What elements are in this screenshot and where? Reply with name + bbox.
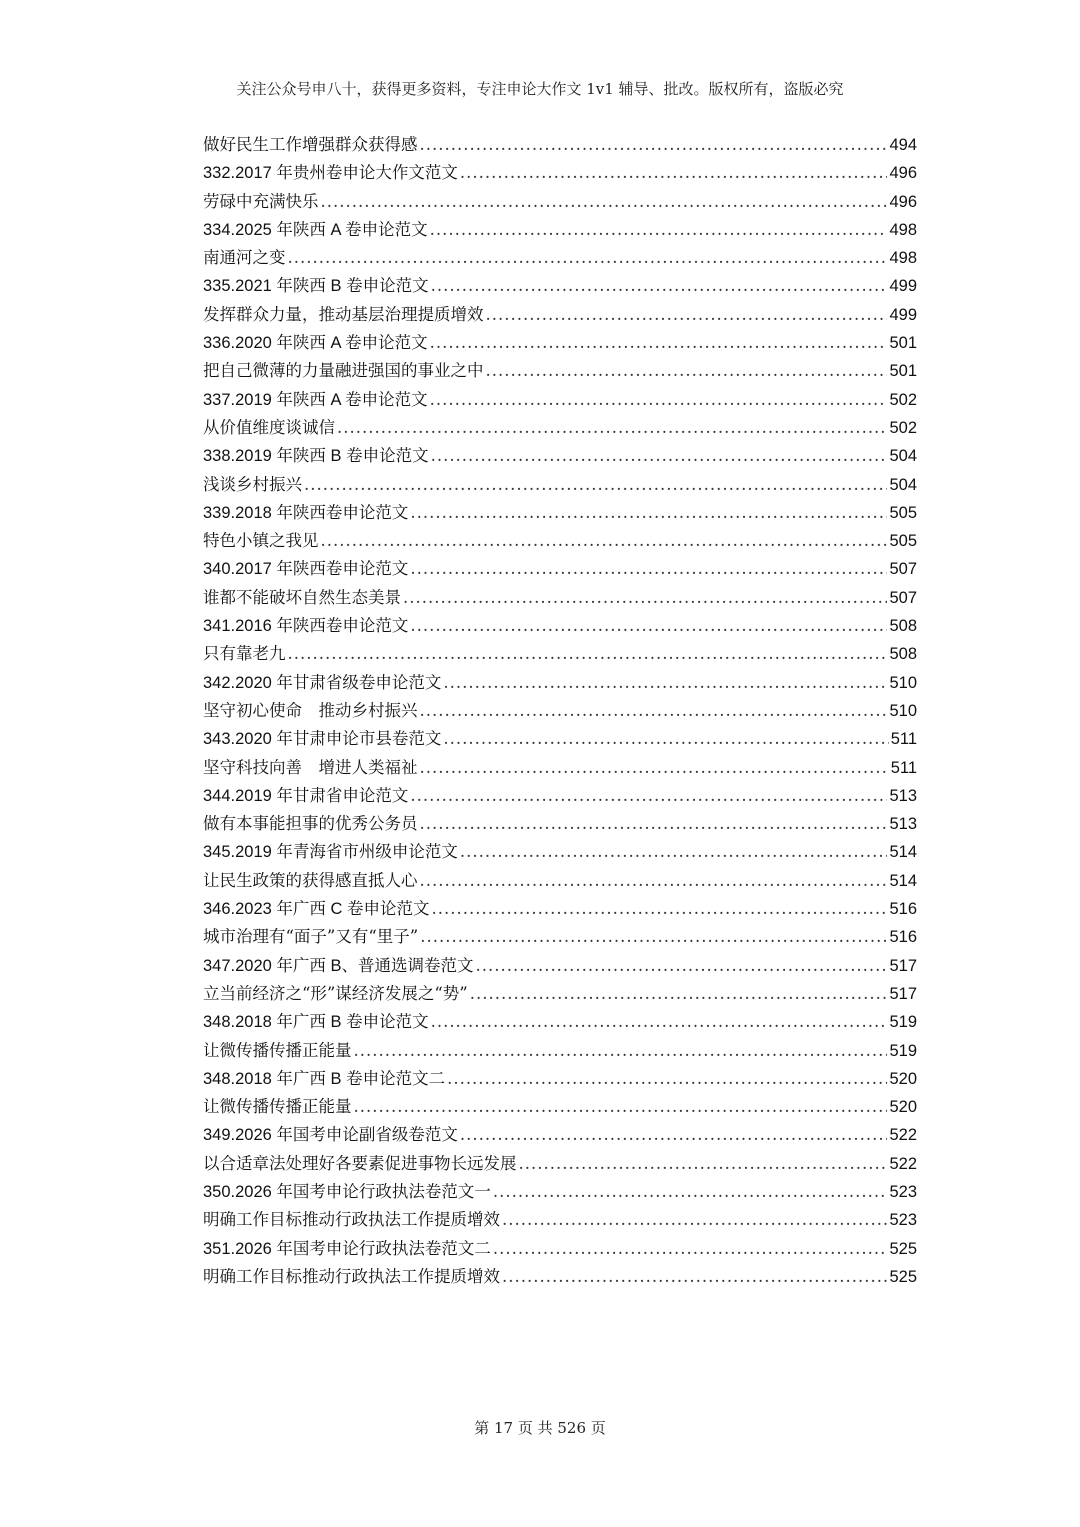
toc-entry-page: 525	[889, 1267, 917, 1286]
toc-entry-page: 514	[889, 871, 917, 890]
toc-entry-title: 特色小镇之我见	[203, 531, 319, 551]
toc-entry[interactable]	[203, 640, 917, 668]
toc-leader-dots	[486, 301, 888, 329]
toc-entry-title: 城市治理有“面子”又有“里子”	[203, 927, 419, 947]
toc-entry-page: 498	[889, 220, 917, 239]
toc-leader-dots	[420, 697, 888, 725]
toc-entry-title: 明确工作目标推动行政执法工作提质增效	[203, 1210, 500, 1230]
toc-entry-page: 508	[889, 645, 917, 664]
toc-entry-page: 499	[889, 305, 917, 324]
toc-leader-dots	[431, 442, 888, 470]
toc-entry-title: 345.2019 年青海省市州级申论范文	[203, 843, 458, 862]
toc-entry-page: 501	[889, 334, 917, 353]
toc-leader-dots	[420, 754, 889, 782]
toc-entry-page: 511	[890, 730, 917, 749]
toc-entry[interactable]	[203, 414, 917, 442]
toc-leader-dots	[470, 980, 888, 1008]
toc-entry[interactable]	[203, 216, 917, 244]
toc-entry[interactable]	[203, 612, 917, 640]
toc-entry[interactable]	[203, 1093, 917, 1121]
toc-entry-page: 499	[889, 277, 917, 296]
toc-entry-title: 让微传播传播正能量	[203, 1097, 352, 1117]
toc-entry-page: 511	[890, 758, 917, 777]
toc-leader-dots	[321, 188, 888, 216]
toc-entry[interactable]	[203, 499, 917, 527]
toc-entry-page: 494	[889, 136, 917, 154]
toc-entry-title: 336.2020 年陕西 A 卷申论范文	[203, 334, 428, 353]
toc-entry[interactable]	[203, 1206, 917, 1234]
toc-entry-title: 让民生政策的获得感直抵人心	[203, 870, 418, 890]
toc-entry-page: 522	[889, 1154, 917, 1173]
toc-entry[interactable]	[203, 442, 917, 470]
toc-entry-title: 349.2026 年国考申论副省级卷范文	[203, 1126, 458, 1145]
toc-entry-page: 504	[889, 447, 917, 466]
toc-entry-page: 520	[889, 1098, 917, 1117]
toc-leader-dots	[420, 810, 888, 838]
toc-entry-title: 341.2016 年陕西卷申论范文	[203, 617, 409, 636]
toc-leader-dots	[430, 216, 888, 244]
toc-leader-dots	[447, 1065, 887, 1093]
toc-entry-title: 发挥群众力量，推动基层治理提质增效	[203, 304, 484, 324]
toc-entry-title: 以合适章法处理好各要素促进事物长远发展	[203, 1153, 517, 1173]
toc-entry-title: 立当前经济之“形”谋经济发展之“势”	[203, 983, 468, 1003]
toc-entry[interactable]	[203, 1150, 917, 1178]
toc-entry-title: 坚守科技向善 增进人类福祉	[203, 757, 418, 777]
toc-entry[interactable]	[203, 329, 917, 357]
toc-entry-page: 514	[889, 843, 917, 862]
toc-entry-title: 344.2019 年甘肃省申论范文	[203, 786, 409, 805]
toc-entry-title: 347.2020 年广西 B、普通选调卷范文	[203, 956, 474, 975]
toc-leader-dots	[337, 414, 887, 442]
toc-entry-page: 522	[889, 1126, 917, 1145]
toc-entry-title: 做有本事能担事的优秀公务员	[203, 814, 418, 834]
toc-entry[interactable]	[203, 1235, 917, 1263]
toc-entry-title: 浅谈乡村振兴	[203, 474, 302, 494]
toc-entry-title: 把自己微薄的力量融进强国的事业之中	[203, 361, 484, 381]
toc-entry-title: 332.2017 年贵州卷申论大作文范文	[203, 164, 458, 183]
toc-entry-title: 348.2018 年广西 B 卷申论范文二	[203, 1069, 446, 1088]
toc-entry-title: 338.2019 年陕西 B 卷申论范文	[203, 447, 429, 466]
toc-entry-page: 523	[889, 1182, 917, 1201]
toc-entry[interactable]	[203, 952, 917, 980]
toc-entry[interactable]	[203, 669, 917, 697]
toc-entry[interactable]	[203, 555, 917, 583]
toc-leader-dots	[519, 1150, 888, 1178]
toc-leader-dots	[443, 669, 887, 697]
toc-leader-dots	[443, 725, 888, 753]
toc-entry-title: 让微传播传播正能量	[203, 1040, 352, 1060]
toc-leader-dots	[410, 499, 887, 527]
toc-entry-title: 339.2018 年陕西卷申论范文	[203, 503, 409, 522]
toc-leader-dots	[420, 867, 888, 895]
toc-entry-title: 只有靠老九	[203, 644, 286, 664]
toc-leader-dots	[493, 1178, 888, 1206]
toc-entry-page: 516	[889, 928, 917, 947]
toc-entry-page: 498	[889, 249, 917, 268]
toc-entry-page: 520	[889, 1069, 917, 1088]
toc-entry[interactable]	[203, 301, 917, 329]
toc-entry-title: 340.2017 年陕西卷申论范文	[203, 560, 409, 579]
toc-entry[interactable]	[203, 1037, 917, 1065]
toc-leader-dots	[476, 952, 888, 980]
toc-entry-page: 525	[889, 1239, 917, 1258]
toc-entry-title: 335.2021 年陕西 B 卷申论范文	[203, 277, 429, 296]
toc-entry[interactable]	[203, 923, 917, 951]
table-of-contents	[203, 131, 917, 1291]
toc-entry-page: 502	[889, 418, 917, 437]
toc-entry-title: 351.2026 年国考申论行政执法卷范文二	[203, 1239, 491, 1258]
toc-leader-dots	[288, 640, 888, 668]
toc-entry-page: 502	[889, 390, 917, 409]
toc-entry[interactable]	[203, 1008, 917, 1036]
page-footer: 第 17 页 共 526 页	[474, 1419, 606, 1437]
toc-entry[interactable]	[203, 782, 917, 810]
toc-entry-title: 334.2025 年陕西 A 卷申论范文	[203, 220, 428, 239]
toc-entry-page: 510	[889, 673, 917, 692]
toc-entry[interactable]	[203, 527, 917, 555]
toc-entry[interactable]	[203, 584, 917, 612]
toc-entry-page: 507	[889, 588, 917, 607]
toc-leader-dots	[431, 1008, 888, 1036]
toc-entry-title: 劳碌中充满快乐	[203, 191, 319, 211]
toc-entry-title: 350.2026 年国考申论行政执法卷范文一	[203, 1182, 491, 1201]
toc-entry-page: 519	[889, 1041, 917, 1060]
toc-entry-page: 510	[889, 701, 917, 720]
toc-entry-title: 谁都不能破坏自然生态美景	[203, 587, 401, 607]
toc-entry[interactable]	[203, 810, 917, 838]
toc-entry[interactable]	[203, 1263, 917, 1291]
toc-entry-title: 坚守初心使命 推动乡村振兴	[203, 700, 418, 720]
toc-leader-dots	[460, 1121, 888, 1149]
toc-entry-page: 507	[889, 560, 917, 579]
page-header: 关注公众号申八十，获得更多资料，专注申论大作文 1v1 辅导、批改。版权所有，盗版必究	[236, 80, 844, 98]
toc-entry-page: 505	[889, 532, 917, 551]
toc-leader-dots	[354, 1093, 888, 1121]
toc-entry-page: 496	[889, 164, 917, 183]
toc-leader-dots	[410, 612, 887, 640]
toc-entry-title: 从价值维度谈诚信	[203, 417, 335, 437]
toc-entry-page: 517	[889, 984, 917, 1003]
toc-entry[interactable]	[203, 357, 917, 385]
toc-entry[interactable]	[203, 867, 917, 895]
toc-leader-dots	[460, 159, 888, 187]
toc-entry-page: 523	[889, 1211, 917, 1230]
toc-leader-dots	[432, 895, 888, 923]
toc-entry[interactable]	[203, 386, 917, 414]
toc-entry[interactable]	[203, 725, 917, 753]
toc-entry-page: 517	[889, 956, 917, 975]
toc-leader-dots	[420, 923, 887, 951]
toc-entry-page: 513	[889, 786, 917, 805]
toc-leader-dots	[431, 272, 888, 300]
toc-entry[interactable]	[203, 471, 917, 499]
toc-leader-dots	[403, 584, 887, 612]
toc-leader-dots	[410, 555, 887, 583]
toc-entry-title: 343.2020 年甘肃申论市县卷范文	[203, 730, 442, 749]
toc-entry-title: 做好民生工作增强群众获得感	[203, 135, 418, 154]
toc-entry[interactable]	[203, 188, 917, 216]
toc-entry[interactable]	[203, 1121, 917, 1149]
toc-entry-title: 南通河之变	[203, 248, 286, 268]
toc-entry-page: 504	[889, 475, 917, 494]
toc-leader-dots	[493, 1235, 888, 1263]
toc-entry[interactable]	[203, 131, 917, 159]
toc-leader-dots	[430, 329, 888, 357]
toc-entry[interactable]	[203, 697, 917, 725]
toc-entry-title: 346.2023 年广西 C 卷申论范文	[203, 900, 430, 919]
toc-entry-page: 516	[889, 900, 917, 919]
toc-entry[interactable]	[203, 838, 917, 866]
toc-entry[interactable]	[203, 754, 917, 782]
toc-leader-dots	[354, 1037, 888, 1065]
toc-entry-page: 519	[889, 1013, 917, 1032]
toc-leader-dots	[502, 1263, 887, 1291]
toc-entry[interactable]	[203, 980, 917, 1008]
toc-entry-title: 337.2019 年陕西 A 卷申论范文	[203, 390, 428, 409]
toc-entry[interactable]	[203, 244, 917, 272]
toc-entry[interactable]	[203, 895, 917, 923]
toc-leader-dots	[321, 527, 888, 555]
toc-leader-dots	[410, 782, 887, 810]
toc-entry[interactable]	[203, 272, 917, 300]
toc-entry-title: 348.2018 年广西 B 卷申论范文	[203, 1013, 429, 1032]
toc-leader-dots	[502, 1206, 887, 1234]
toc-entry-page: 496	[889, 192, 917, 211]
toc-entry-page: 505	[889, 503, 917, 522]
toc-entry-page: 513	[889, 815, 917, 834]
toc-entry-title: 明确工作目标推动行政执法工作提质增效	[203, 1266, 500, 1286]
toc-entry-title: 342.2020 年甘肃省级卷申论范文	[203, 673, 442, 692]
toc-leader-dots	[430, 386, 888, 414]
toc-leader-dots	[460, 838, 888, 866]
toc-leader-dots	[304, 471, 887, 499]
toc-entry[interactable]	[203, 1178, 917, 1206]
toc-leader-dots	[288, 244, 888, 272]
toc-entry-page: 508	[889, 617, 917, 636]
toc-entry[interactable]	[203, 159, 917, 187]
toc-leader-dots	[420, 131, 888, 159]
toc-entry[interactable]	[203, 1065, 917, 1093]
toc-entry-page: 501	[889, 362, 917, 381]
toc-leader-dots	[486, 357, 888, 385]
